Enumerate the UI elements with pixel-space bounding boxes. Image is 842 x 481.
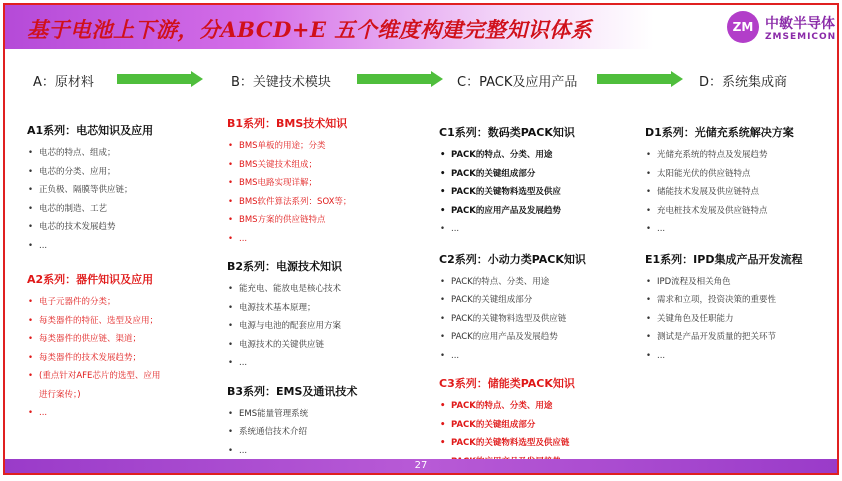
- stage-d-label: D：系统集成商: [699, 75, 788, 90]
- footer-bar: [5, 459, 837, 473]
- title-bar: [5, 5, 837, 49]
- list-item: • ...: [227, 442, 427, 461]
- list-item: • BMS方案的供应链特点: [227, 211, 427, 230]
- list-item: • 电芯的制造、工艺: [27, 200, 217, 219]
- list-item: • PACK的特点、分类、用途: [439, 397, 639, 416]
- list-item: • PACK的应用产品及发展趋势: [439, 202, 639, 221]
- list-item: • IPD流程及相关角色: [645, 273, 835, 292]
- list-item: • PACK的关键组成部分: [439, 165, 639, 184]
- section-title: E1系列：IPD集成产品开发流程: [645, 252, 803, 266]
- list-item: • 能充电、能放电是核心技术: [227, 280, 427, 299]
- list-item: • 电子元器件的分类；: [27, 293, 217, 312]
- page-number: 27: [414, 460, 428, 471]
- section-title: B3系列：EMS及通讯技术: [227, 384, 358, 398]
- section-title: A2系列：器件知识及应用: [27, 273, 154, 286]
- list-item: • PACK的关键物料选型及供应: [439, 183, 639, 202]
- section-c1: [439, 124, 639, 239]
- stage-b-label: B：关键技术模块: [231, 75, 331, 90]
- slide: [3, 3, 839, 475]
- arrow-right-icon: [357, 71, 443, 87]
- list-item: • ...: [27, 404, 217, 423]
- section-title: D1系列：光储充系统解决方案: [645, 126, 794, 139]
- list-item: • BMS软件算法系列：SOX等；: [227, 193, 427, 212]
- logo-name-cn: 中敏半导体: [765, 16, 835, 32]
- list-item: • 每类器件的供应链、渠道；: [27, 330, 217, 349]
- section-b3: [227, 383, 427, 461]
- column-a: [27, 122, 217, 433]
- logo-name-en: ZMSEMICON: [765, 32, 837, 42]
- column-c: [439, 124, 639, 475]
- list-item: • 正负极、隔膜等供应链；: [27, 181, 217, 200]
- section-title: C1系列：数码类PACK知识: [439, 126, 575, 139]
- section-a2: [27, 271, 217, 423]
- list-item: • 电芯的特点、组成；: [27, 144, 217, 163]
- list-item: 进行案传；): [39, 389, 81, 400]
- list-item: • EMS能量管理系统: [227, 405, 427, 424]
- section-title: B1系列：BMS技术知识: [227, 117, 348, 130]
- list-item: • ...: [645, 220, 835, 239]
- list-item: • PACK的关键组成部分: [439, 416, 639, 435]
- list-item: • BMS单板的用途；分类: [227, 137, 427, 156]
- list-item: • 测试是产品开发质量的把关环节: [645, 328, 835, 347]
- list-item: • 电芯的技术发展趋势: [27, 218, 217, 237]
- list-item: • 关键角色及任职能力: [645, 310, 835, 329]
- list-item: • 储能技术发展及供应链特点: [645, 183, 835, 202]
- column-b: [227, 115, 427, 470]
- stage-c-label: C：PACK及应用产品: [457, 75, 578, 90]
- list-item: • 每类器件的技术发展趋势；: [27, 349, 217, 368]
- list-item: • 太阳能光伏的供应链特点: [645, 165, 835, 184]
- section-d1: [645, 124, 835, 239]
- list-item: • PACK的关键物料选型及供应链: [439, 434, 639, 453]
- list-item: • BMS电路实现详解；: [227, 174, 427, 193]
- list-item: • 光储充系统的特点及发展趋势: [645, 146, 835, 165]
- arrow-right-icon: [597, 71, 683, 87]
- section-b1: [227, 115, 427, 248]
- list-item: • ...: [439, 347, 639, 366]
- list-item: • 每类器件的特征、选型及应用；: [27, 312, 217, 331]
- page-title: 基于电池上下游，分ABCD+E 五个维度构建完整知识体系: [27, 17, 593, 42]
- section-c2: [439, 251, 639, 366]
- list-item: • 系统通信技术介绍: [227, 423, 427, 442]
- list-item: • PACK的应用产品及发展趋势: [439, 328, 639, 347]
- list-item: • 电源技术的关键供应链: [227, 336, 427, 355]
- list-item: • 电芯的分类、应用；: [27, 163, 217, 182]
- brand-logo: [727, 11, 837, 47]
- list-item: • (重点针对AFE芯片的选型、应用: [27, 367, 217, 386]
- list-item: • 电源与电池的配套应用方案: [227, 317, 427, 336]
- list-item: • PACK的特点、分类、用途: [439, 146, 639, 165]
- list-item: • 需求和立项，投资决策的重要性: [645, 291, 835, 310]
- arrow-right-icon: [117, 71, 203, 87]
- list-item: • BMS关键技术组成；: [227, 156, 427, 175]
- list-item: • 充电桩技术发展及供应链特点: [645, 202, 835, 221]
- section-a1: [27, 122, 217, 255]
- section-title: B2系列：电源技术知识: [227, 260, 343, 273]
- list-item: • ...: [227, 354, 427, 373]
- section-title: A1系列：电芯知识及应用: [27, 124, 154, 137]
- list-item: • 电源技术基本原理；: [227, 299, 427, 318]
- list-item: • ...: [439, 220, 639, 239]
- section-c3: [439, 375, 639, 471]
- list-item: • PACK的特点、分类、用途: [439, 273, 639, 292]
- logo-icon: ZM: [727, 11, 759, 43]
- column-d: [645, 124, 835, 375]
- section-title: C2系列：小动力类PACK知识: [439, 252, 586, 266]
- section-b2: [227, 258, 427, 373]
- section-e1: [645, 251, 835, 366]
- list-item: • ...: [645, 347, 835, 366]
- stage-a-label: A：原材料: [33, 75, 94, 90]
- section-title: C3系列：储能类PACK知识: [439, 377, 575, 390]
- list-item: • ...: [27, 237, 217, 256]
- list-item: • PACK的关键组成部分: [439, 291, 639, 310]
- list-item: • ...: [227, 230, 427, 249]
- list-item: • PACK的关键物料选型及供应链: [439, 310, 639, 329]
